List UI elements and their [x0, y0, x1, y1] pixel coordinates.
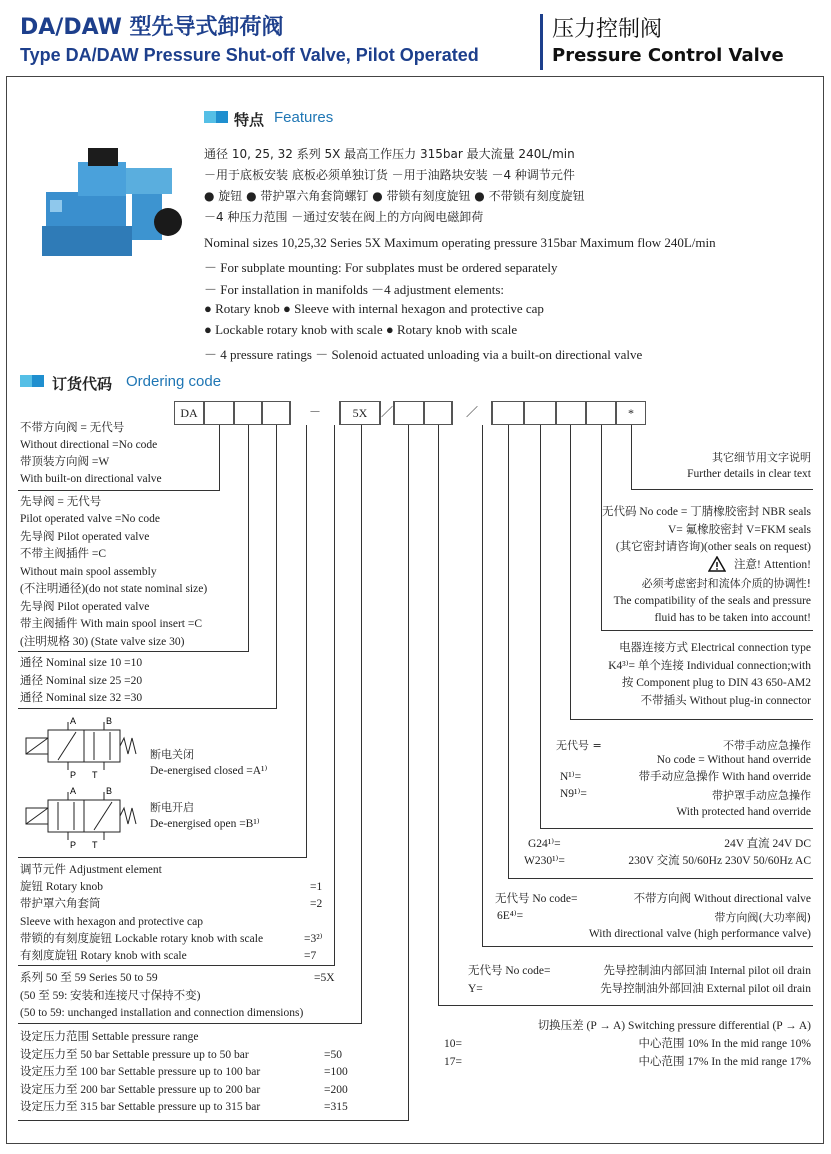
valve-symbol-closed — [18, 716, 138, 778]
order-text: 先导阀 = 无代号 — [20, 496, 102, 508]
connector-line — [601, 630, 813, 631]
code-box-dash: － — [290, 401, 340, 425]
order-text: 中心范围 10% In the mid range 10% — [638, 1038, 811, 1050]
order-text: 通径 Nominal size 32 =30 — [20, 692, 143, 704]
order-text: 不带方向阀 Without directional valve — [633, 893, 811, 905]
connector-line — [482, 946, 813, 947]
features-heading-en: Features — [274, 109, 334, 126]
connector-line — [361, 425, 362, 1023]
order-text: (不注明通径)(do not state nominal size) — [20, 583, 208, 595]
order-text: 不带方向阀 = 无代号 — [20, 422, 125, 434]
warning-icon — [708, 556, 726, 572]
ordering-heading-en: Ordering code — [126, 373, 222, 390]
order-code: =5X — [314, 972, 335, 984]
order-text: 设定压力至 100 bar Settable pressure up to 100 bar — [20, 1066, 261, 1078]
code-box: * — [616, 401, 646, 425]
port-label-p: P — [70, 840, 77, 848]
connector-line — [408, 425, 409, 1120]
connector-line — [482, 425, 483, 946]
order-text: No code = Without hand override — [656, 754, 811, 766]
order-text: K4³⁾= 单个连接 Individual connection;with — [608, 660, 811, 672]
ordering-icon — [20, 375, 32, 387]
connector-line — [570, 719, 813, 720]
order-text: 电器连接方式 Electrical connection type — [619, 642, 811, 654]
code-box — [524, 401, 556, 425]
feature-line-en: － For subplate mounting: For subplates must be ordered separately — [204, 260, 558, 275]
order-code: =100 — [324, 1066, 348, 1078]
order-text: 230V 交流 50/60Hz 230V 50/60Hz AC — [628, 855, 811, 867]
order-text: 10= — [444, 1038, 462, 1050]
connector-line — [631, 489, 813, 490]
order-text: 24V 直流 24V DC — [724, 838, 811, 850]
order-text: 无代号 No code= — [468, 965, 551, 977]
order-text: De-energised open =B¹⁾ — [150, 818, 260, 830]
feature-line-cn: －用于底板安装 底板必须单独订货 －用于油路块安装 －4 种调节元件 — [204, 168, 575, 182]
code-box — [394, 401, 424, 425]
order-text: 无代号 = — [556, 739, 602, 752]
ordering-icon-accent — [32, 375, 44, 387]
code-box — [262, 401, 290, 425]
order-text: 不带手动应急操作 — [723, 739, 811, 752]
order-text: 带护罩六角套筒 — [20, 898, 101, 910]
order-text: Further details in clear text — [687, 468, 811, 480]
order-text: 通径 Nominal size 25 =20 — [20, 675, 143, 687]
order-text: V= 氟橡胶密封 V=FKM seals — [668, 524, 811, 536]
order-code: =1 — [310, 881, 323, 893]
connector-line — [219, 425, 220, 490]
feature-line-en: － For installation in manifolds －4 adjustment elements: — [204, 282, 505, 297]
connector-line — [276, 425, 277, 708]
connector-line — [18, 651, 249, 652]
header-divider — [540, 14, 543, 70]
code-box — [556, 401, 586, 425]
order-text: 断电开启 — [150, 801, 194, 814]
order-text: G24¹⁾= — [528, 838, 561, 850]
order-text: 必须考虑密封和流体介质的协调性! — [641, 577, 811, 590]
code-box — [234, 401, 262, 425]
title-cn: DA/DAW 型先导式卸荷阀 — [20, 15, 284, 40]
order-text: Pilot operated valve =No code — [20, 513, 160, 525]
feature-line-en: － 4 pressure ratings － Solenoid actuated unloading via a built-on directional valve — [204, 347, 643, 362]
order-text: Y= — [468, 983, 483, 995]
port-label-t: T — [92, 840, 98, 848]
feature-line-en: Nominal sizes 10,25,32 Series 5X Maximum operating pressure 315bar Maximum flow 240L/min — [204, 235, 716, 250]
connector-line — [18, 708, 277, 709]
order-text: 无代号 No code= — [495, 893, 578, 905]
order-text: 不带主阀插件 =C — [20, 548, 107, 560]
order-text: 按 Component plug to DIN 43 650-AM2 — [621, 677, 811, 689]
order-text: N¹⁾= — [560, 771, 582, 783]
feature-line-cn: ● 旋钮 ● 带护罩六角套筒螺钉 ● 带锁有刻度旋钮 ● 不带锁有刻度旋钮 — [204, 189, 585, 203]
code-box: DA — [174, 401, 204, 425]
connector-line — [18, 1023, 362, 1024]
order-text: 设定压力范围 Settable pressure range — [20, 1031, 199, 1043]
order-text: 带方向阀(大功率阀) — [714, 911, 811, 924]
order-text: N9¹⁾= — [560, 788, 587, 800]
connector-line — [631, 425, 632, 489]
port-label-b: B — [106, 786, 113, 796]
category-en: Pressure Control Valve — [552, 45, 784, 66]
feature-line-en: ● Rotary knob ● Sleeve with internal hexagon and protective cap — [204, 301, 544, 316]
order-code: =2 — [310, 898, 323, 910]
order-text: 带锁的有刻度旋钮 Lockable rotary knob with scale — [20, 933, 264, 945]
order-code: =3²⁾ — [304, 933, 323, 945]
connector-line — [508, 425, 509, 878]
order-text: 17= — [444, 1056, 462, 1068]
order-text: 中心范围 17% In the mid range 17% — [638, 1056, 811, 1068]
category-cn: 压力控制阀 — [552, 17, 663, 42]
connector-line — [540, 425, 541, 828]
order-text: fluid has to be taken into account! — [654, 612, 811, 624]
port-label-a: A — [70, 786, 77, 796]
connector-line — [18, 1120, 409, 1121]
connector-line — [508, 878, 813, 879]
connector-line — [334, 425, 335, 965]
feature-line-cn: 通径 10, 25, 32 系列 5X 最高工作压力 315bar 最大流量 240L/min — [204, 147, 575, 161]
port-label-t: T — [92, 770, 98, 778]
order-text: With protected hand override — [676, 806, 811, 818]
order-text: Without main spool assembly — [20, 566, 157, 578]
code-box-slash: ／ — [452, 401, 492, 425]
order-text: 切换压差 (P → A) Switching pressure differential (P → A) — [537, 1020, 811, 1032]
features-icon-accent — [216, 111, 228, 123]
order-text: 断电关闭 — [150, 748, 194, 761]
order-text: W230¹⁾= — [524, 855, 565, 867]
order-text: Sleeve with hexagon and protective cap — [20, 916, 203, 928]
order-text: 通径 Nominal size 10 =10 — [20, 657, 143, 669]
connector-line — [570, 425, 571, 719]
feature-line-cn: －4 种压力范围 －通过安装在阀上的方向阀电磁卸荷 — [204, 210, 484, 224]
features-icon — [204, 111, 216, 123]
order-text: 设定压力至 50 bar Settable pressure up to 50 bar — [20, 1049, 249, 1061]
order-text: 带顶装方向阀 =W — [20, 456, 110, 468]
port-label-a: A — [70, 716, 77, 726]
order-text: 6E⁴⁾= — [497, 910, 524, 922]
port-label-p: P — [70, 770, 77, 778]
order-text: (50 至 59: 安装和连接尺寸保持不变) — [20, 990, 201, 1002]
connector-line — [18, 490, 220, 491]
code-box — [204, 401, 234, 425]
order-code: =200 — [324, 1084, 348, 1096]
order-text: (其它密封请咨询)(other seals on request) — [615, 541, 811, 553]
order-code: =50 — [324, 1049, 342, 1061]
connector-line — [438, 1005, 813, 1006]
order-text: 先导阀 Pilot operated valve — [20, 531, 150, 543]
order-text: 带护罩手动应急操作 — [712, 789, 811, 802]
code-box — [492, 401, 524, 425]
order-text: 旋钮 Rotary knob — [20, 881, 104, 893]
order-text: 有刻度旋钮 Rotary knob with scale — [20, 950, 187, 962]
connector-line — [601, 425, 602, 630]
valve-product-image — [28, 140, 198, 260]
code-box-slash: ／ — [380, 401, 394, 425]
code-box: 5X — [340, 401, 380, 425]
order-text: (50 to 59: unchanged installation and connection dimensions) — [20, 1007, 304, 1019]
code-box — [424, 401, 452, 425]
order-text: Without directional =No code — [20, 439, 158, 451]
order-text: 设定压力至 315 bar Settable pressure up to 315 bar — [20, 1101, 261, 1113]
order-text: 先导阀 Pilot operated valve — [20, 601, 150, 613]
order-text: 不带插头 Without plug-in connector — [640, 695, 811, 707]
order-code: =7 — [304, 950, 317, 962]
order-text: 先导控制油外部回油 External pilot oil drain — [600, 983, 811, 995]
order-text: 注意! Attention! — [734, 559, 811, 571]
order-text: With built-on directional valve — [20, 473, 162, 485]
order-text: 系列 50 至 59 Series 50 to 59 — [20, 972, 158, 984]
connector-line — [540, 828, 813, 829]
order-code: =315 — [324, 1101, 348, 1113]
order-text: 无代码 No code = 丁腈橡胶密封 NBR seals — [602, 506, 811, 518]
connector-line — [306, 425, 307, 857]
ordering-heading-cn: 订货代码 — [52, 375, 113, 393]
port-label-b: B — [106, 716, 113, 726]
order-text: 设定压力至 200 bar Settable pressure up to 200 bar — [20, 1084, 261, 1096]
order-text: The compatibility of the seals and pressure — [613, 595, 811, 607]
connector-line — [438, 425, 439, 1005]
feature-line-en: ● Lockable rotary knob with scale ● Rotary knob with scale — [204, 322, 518, 337]
code-box — [586, 401, 616, 425]
connector-line — [18, 965, 335, 966]
connector-line — [18, 857, 307, 858]
order-text: 带主阀插件 With main spool insert =C — [20, 618, 203, 630]
valve-symbol-open — [18, 786, 138, 848]
order-text: (注明规格 30) (State valve size 30) — [20, 636, 185, 648]
order-text: 带手动应急操作 With hand override — [638, 771, 811, 783]
connector-line — [248, 425, 249, 651]
title-en: Type DA/DAW Pressure Shut-off Valve, Pilot Operated — [20, 45, 479, 65]
order-text: 先导控制油内部回油 Internal pilot oil drain — [603, 965, 811, 977]
order-text: 其它细节用文字说明 — [712, 451, 811, 464]
order-text: De-energised closed =A¹⁾ — [150, 765, 268, 777]
order-text: With directional valve (high performance valve) — [588, 928, 811, 940]
features-heading-cn: 特点 — [234, 111, 265, 129]
order-text: 调节元件 Adjustment element — [20, 864, 162, 876]
